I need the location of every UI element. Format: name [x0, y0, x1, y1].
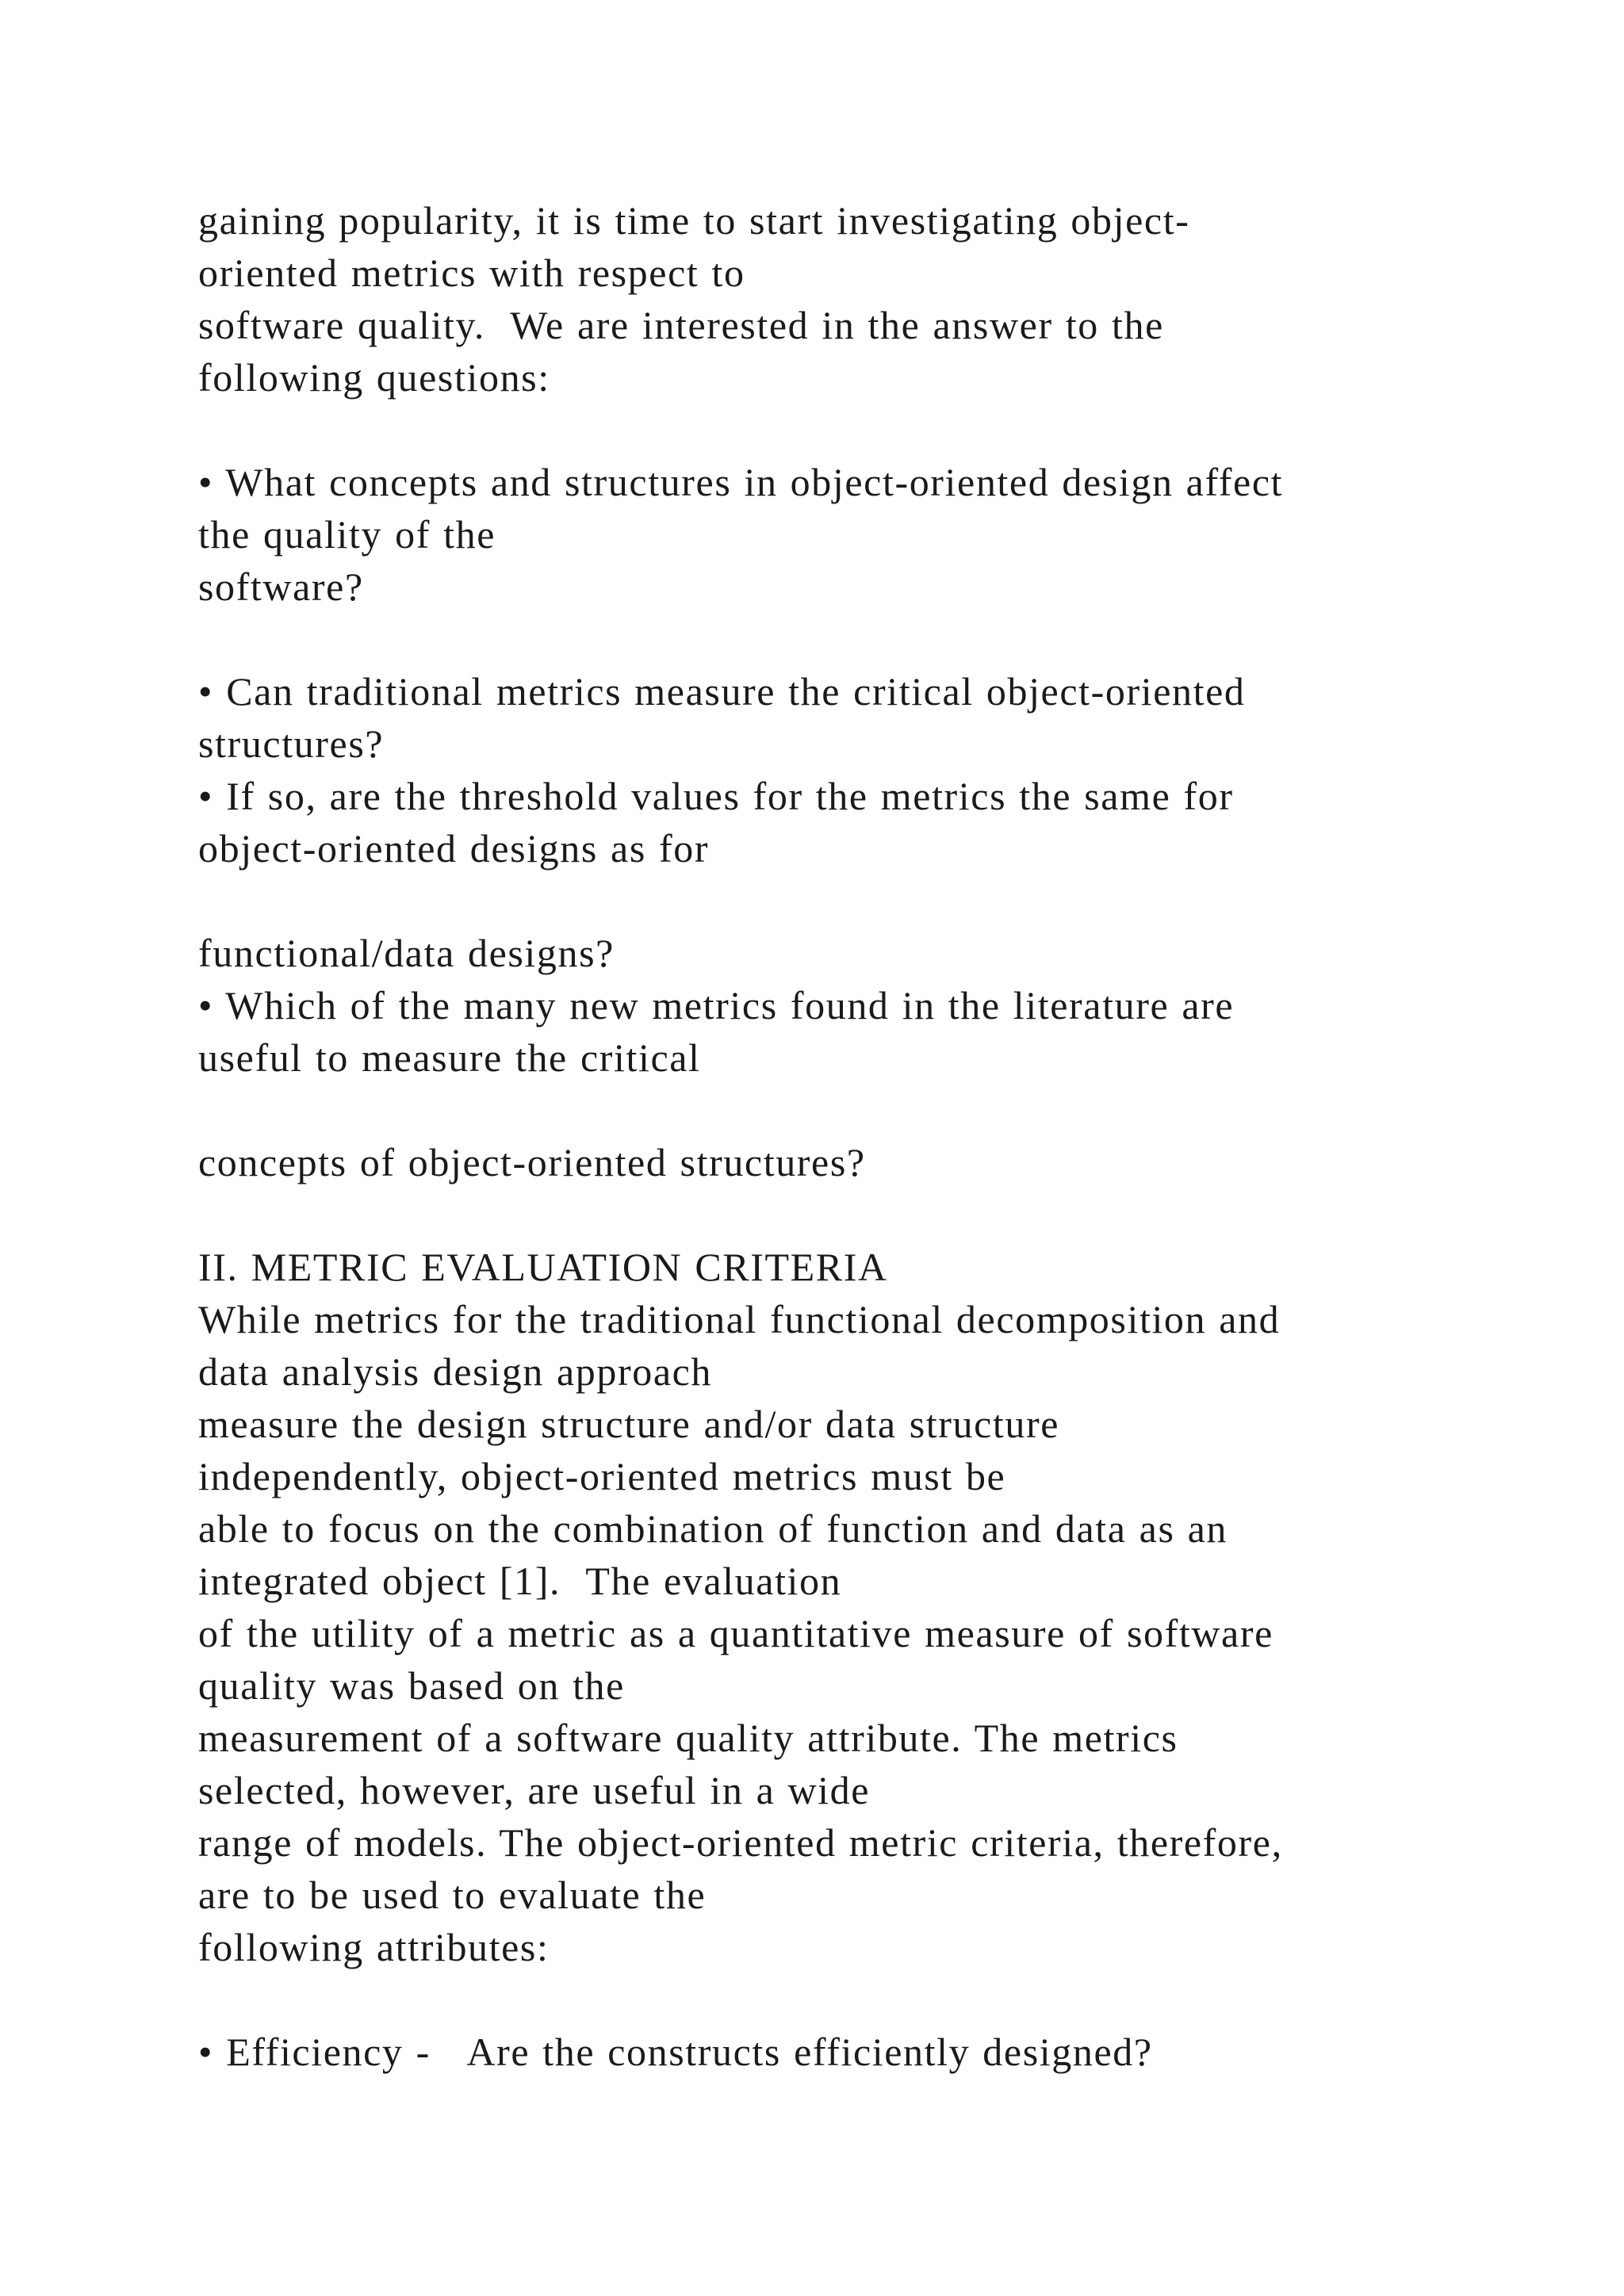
bullet-line: • If so, are the threshold values for the metrics the same for — [198, 774, 1234, 818]
text-line: able to focus on the combination of function and data as an — [198, 1506, 1228, 1551]
text-line: integrated object [1]. The evaluation — [198, 1559, 842, 1603]
bullet-line: • Efficiency - Are the constructs efficiently designed? — [198, 2030, 1153, 2074]
text-line: gaining popularity, it is time to start investigating object- — [198, 198, 1190, 243]
section-heading: II. METRIC EVALUATION CRITERIA — [198, 1245, 888, 1289]
text-line: following questions: — [198, 355, 550, 400]
blank-line — [198, 1084, 1507, 1136]
text-line: software quality. We are interested in the answer to the — [198, 303, 1164, 347]
text-line: following attributes: — [198, 1925, 550, 1969]
text-line: useful to measure the critical — [198, 1035, 701, 1080]
text-line: object-oriented designs as for — [198, 826, 710, 871]
blank-line — [198, 404, 1507, 456]
text-line: quality was based on the — [198, 1663, 625, 1708]
blank-line — [198, 613, 1507, 665]
text-line: functional/data designs? — [198, 931, 615, 975]
text-line: selected, however, are useful in a wide — [198, 1768, 871, 1812]
text-line: structures? — [198, 721, 385, 766]
blank-line — [198, 1973, 1507, 2026]
bullet-line: • What concepts and structures in object-oriented design affect — [198, 460, 1284, 504]
text-line: software? — [198, 564, 364, 609]
bullet-line: • Can traditional metrics measure the critical object-oriented — [198, 669, 1246, 714]
document-body — [198, 194, 1507, 2078]
blank-line — [198, 874, 1507, 927]
bullet-line: • Which of the many new metrics found in the literature are — [198, 983, 1235, 1027]
text-line: measurement of a software quality attribute. The metrics — [198, 1716, 1178, 1760]
text-line: are to be used to evaluate the — [198, 1873, 707, 1917]
text-line: concepts of object-oriented structures? — [198, 1140, 866, 1184]
text-line: While metrics for the traditional functional decomposition and — [198, 1297, 1281, 1341]
text-line: data analysis design approach — [198, 1349, 713, 1394]
text-line: the quality of the — [198, 512, 496, 557]
text-line: of the utility of a metric as a quantitative measure of software — [198, 1611, 1274, 1655]
blank-line — [198, 1188, 1507, 1241]
text-line: independently, object-oriented metrics must be — [198, 1454, 1006, 1498]
text-line: oriented metrics with respect to — [198, 251, 745, 295]
text-line: range of models. The object-oriented metric criteria, therefore, — [198, 1820, 1283, 1865]
text-line: measure the design structure and/or data structure — [198, 1402, 1060, 1446]
